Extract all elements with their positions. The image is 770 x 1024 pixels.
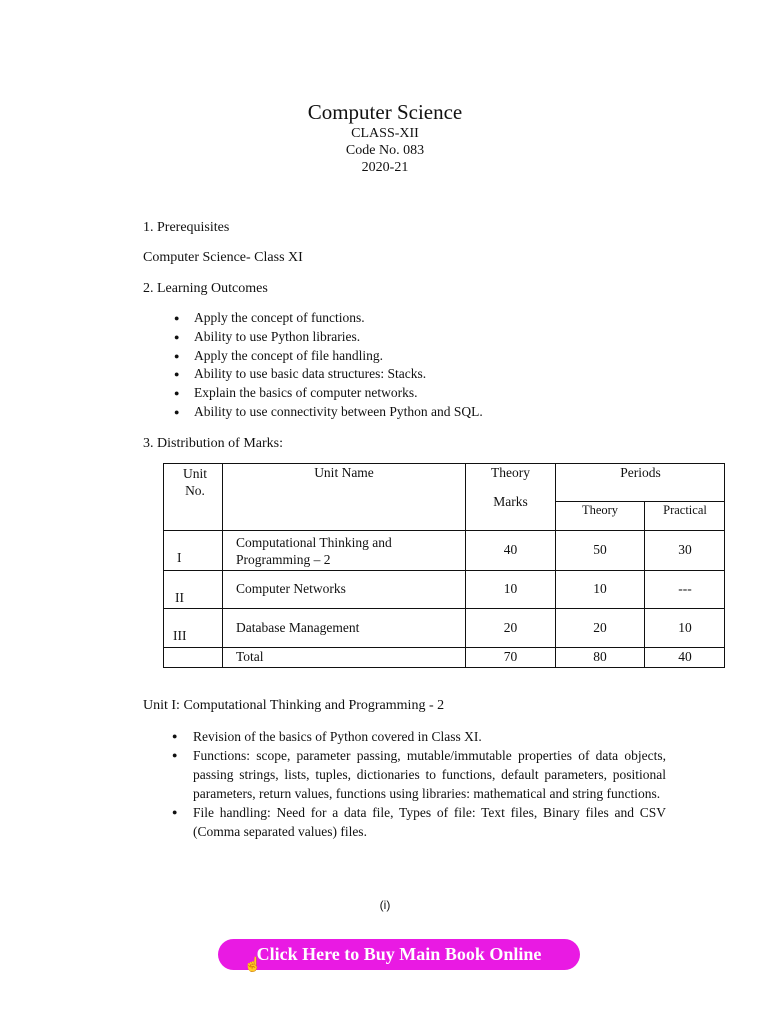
list-item: ● Apply the concept of functions.	[174, 309, 483, 328]
table-cell-unit: II	[175, 590, 184, 605]
list-item: ● Explain the basics of computer networks.	[174, 384, 483, 403]
table-cell-name: Database Management	[236, 620, 360, 635]
header-periods-practical: Practical	[663, 503, 707, 517]
code-number: Code No. 083	[345, 143, 425, 158]
table-cell-name: Computer Networks	[236, 581, 346, 596]
table-cell-name: Computational Thinking and Programming – 2	[236, 535, 392, 567]
table-cell-total-practical: 40	[678, 649, 692, 664]
table-cell-unit: III	[173, 628, 187, 643]
list-item: ● Ability to use Python libraries.	[174, 328, 483, 347]
table-cell-practical: 30	[678, 542, 692, 557]
unit1-heading: Unit I: Computational Thinking and Programming - 2	[143, 698, 445, 713]
table-cell-theory: 20	[593, 620, 607, 635]
table-cell-marks: 20	[503, 620, 518, 635]
list-item: ● Apply the concept of file handling.	[174, 347, 483, 366]
header-marks: Marks	[493, 494, 528, 509]
learning-outcomes-list	[174, 309, 483, 422]
learning-outcomes-heading: 2. Learning Outcomes	[143, 281, 268, 296]
list-item: ● Functions: scope, parameter passing, mutable/immutable properties of data objects, passing strings, lists, tuples, dictionaries to functions, default parameters, positional parameters, return values, functions using libraries: mathematical and string functions.	[172, 746, 666, 803]
header-theory: Theory	[491, 465, 530, 480]
table-cell-marks: 40	[503, 542, 518, 557]
list-item: ● Revision of the basics of Python covered in Class XI.	[172, 727, 666, 746]
academic-year: 2020-21	[361, 160, 409, 175]
hand-cursor-icon: ☝	[244, 958, 262, 973]
table-cell-unit: I	[177, 550, 182, 565]
prerequisites-heading: 1. Prerequisites	[143, 220, 230, 235]
document-title: Computer Science	[307, 100, 463, 124]
table-cell-marks: 10	[503, 581, 518, 596]
header-periods-theory: Theory	[581, 503, 619, 517]
prerequisites-text: Computer Science- Class XI	[143, 250, 303, 265]
header-periods: Periods	[620, 465, 661, 480]
table-cell-total-marks: 70	[503, 649, 518, 664]
table-cell-total-theory: 80	[593, 649, 607, 664]
table-cell-practical: ---	[678, 581, 692, 596]
table-cell-theory: 50	[593, 542, 607, 557]
table-cell-theory: 10	[593, 581, 607, 596]
list-item: ● Ability to use basic data structures: Stacks.	[174, 365, 483, 384]
page-number: (i)	[379, 898, 391, 912]
marks-table	[163, 463, 725, 668]
header-unit-no: Unit No.	[182, 466, 207, 498]
class-label: CLASS-XII	[351, 126, 419, 141]
table-cell-practical: 10	[678, 620, 692, 635]
table-cell-total-label: Total	[236, 649, 264, 664]
list-item: ● Ability to use connectivity between Python and SQL.	[174, 403, 483, 422]
buy-book-button[interactable]: Click Here to Buy Main Book Online	[218, 939, 580, 970]
list-item: ● File handling: Need for a data file, Types of file: Text files, Binary files and CSV (Comma separated values) files.	[172, 803, 666, 841]
header-unit-name: Unit Name	[314, 465, 374, 480]
unit1-topics-list	[172, 727, 666, 841]
distribution-heading: 3. Distribution of Marks:	[143, 436, 283, 451]
